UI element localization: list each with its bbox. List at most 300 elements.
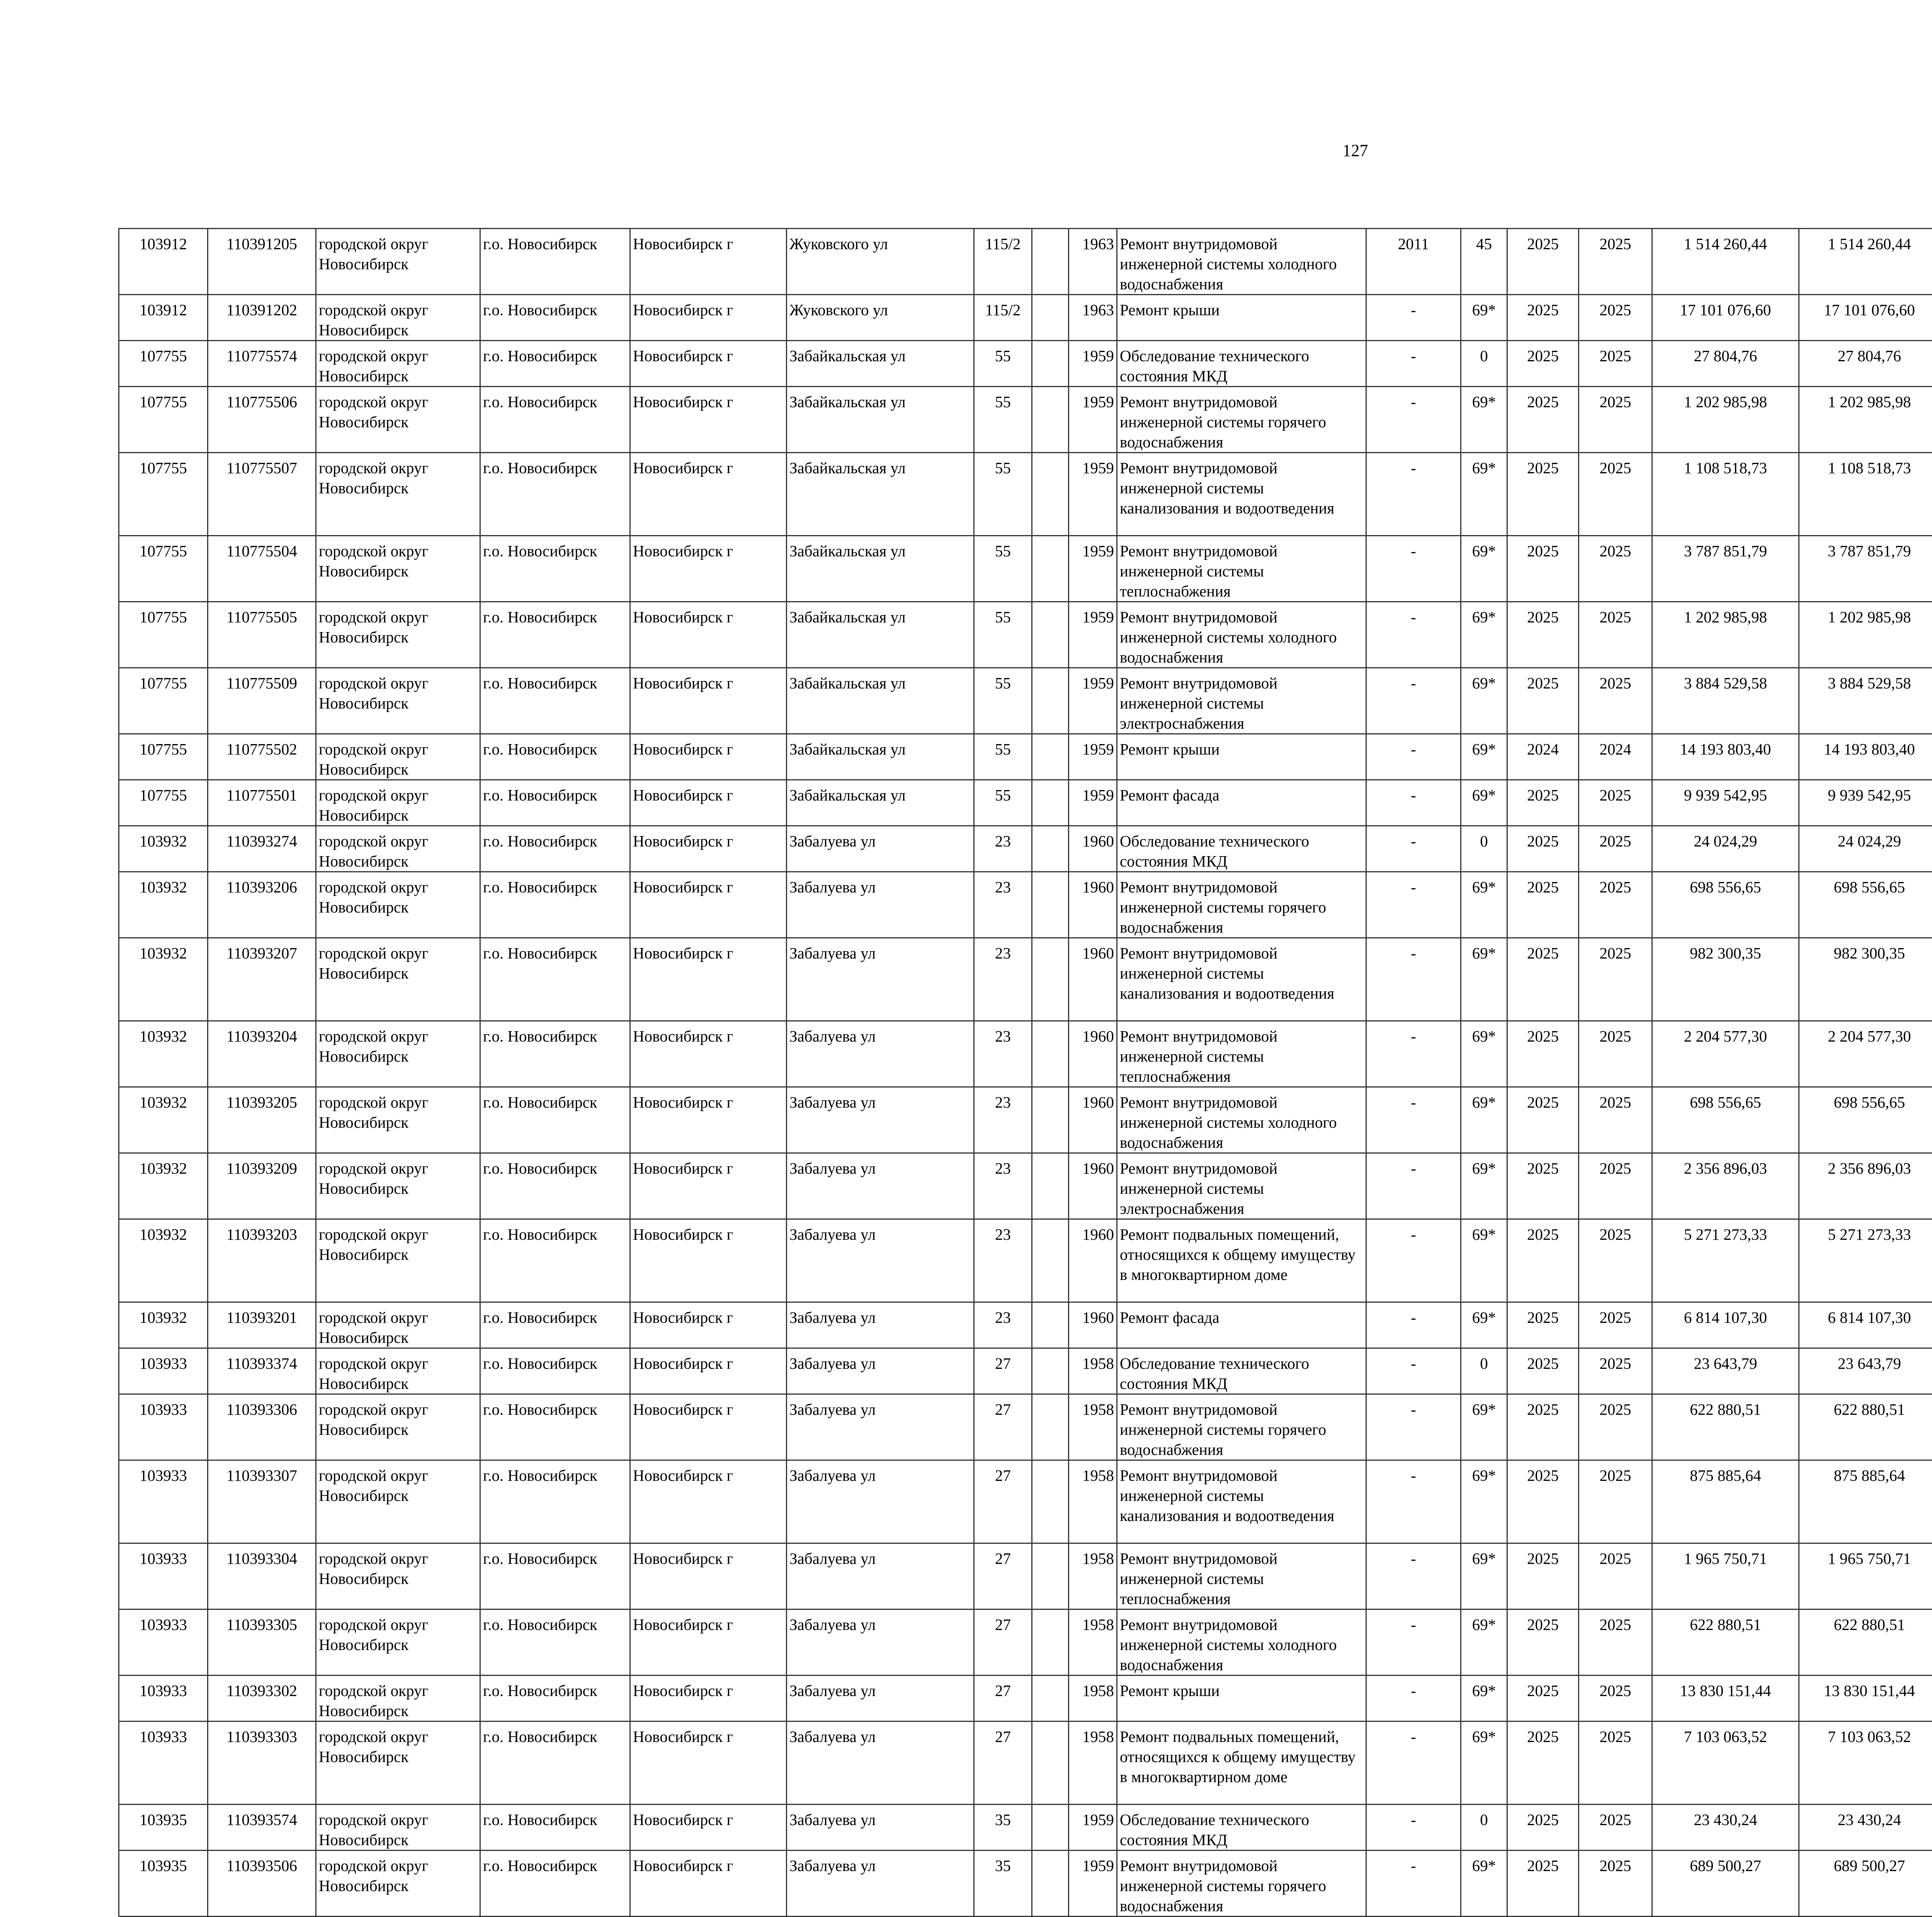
table-row	[119, 1609, 1932, 1676]
wear-cell: 69*	[1461, 1609, 1507, 1676]
building-cell	[1032, 602, 1069, 668]
district-cell: г.о. Новосибирск	[480, 1805, 630, 1851]
cost-fund-cell: 23 643,79	[1799, 1348, 1932, 1394]
settlement-cell: Новосибирск г	[630, 1087, 787, 1153]
cost-fund-cell: 982 300,35	[1799, 938, 1932, 1021]
wear-cell: 69*	[1461, 1021, 1507, 1087]
street-cell: Забалуева ул	[787, 1851, 974, 1917]
settlement-cell: Новосибирск г	[630, 734, 787, 780]
year-built-cell: 1959	[1069, 1851, 1117, 1917]
building-cell	[1032, 1348, 1069, 1394]
district-cell: г.о. Новосибирск	[480, 536, 630, 602]
table-row	[119, 1394, 1932, 1460]
cost-fund-cell: 5 271 273,33	[1799, 1219, 1932, 1302]
work-code-cell: 110393306	[208, 1394, 316, 1460]
building-cell	[1032, 1543, 1069, 1609]
year-to-cell: 2025	[1579, 938, 1652, 1021]
cost-fund-cell: 1 202 985,98	[1799, 387, 1932, 453]
municipality-cell: городской округ Новосибирск	[316, 872, 480, 938]
year-to-cell: 2025	[1579, 1543, 1652, 1609]
building-cell	[1032, 734, 1069, 780]
cost-total-cell: 14 193 803,40	[1652, 734, 1799, 780]
cost-total-cell: 1 108 518,73	[1652, 453, 1799, 536]
work-code-cell: 110393302	[208, 1676, 316, 1722]
year-from-cell: 2025	[1507, 1394, 1579, 1460]
district-cell: г.о. Новосибирск	[480, 387, 630, 453]
building-cell	[1032, 1302, 1069, 1348]
cost-total-cell: 27 804,76	[1652, 341, 1799, 387]
street-cell: Забалуева ул	[787, 1543, 974, 1609]
year-from-cell: 2025	[1507, 1348, 1579, 1394]
cost-total-cell: 17 101 076,60	[1652, 295, 1799, 341]
year-to-cell: 2025	[1579, 1722, 1652, 1805]
house-number-cell: 115/2	[974, 295, 1032, 341]
district-cell: г.о. Новосибирск	[480, 1394, 630, 1460]
settlement-cell: Новосибирск г	[630, 1676, 787, 1722]
house-id-cell: 103932	[119, 872, 208, 938]
cost-fund-cell: 2 204 577,30	[1799, 1021, 1932, 1087]
building-cell	[1032, 1394, 1069, 1460]
last-repair-cell: -	[1366, 602, 1461, 668]
settlement-cell: Новосибирск г	[630, 1805, 787, 1851]
table-row	[119, 1302, 1932, 1348]
table-row	[119, 1460, 1932, 1543]
work-type-cell: Ремонт внутридомовой инженерной системы горячего водоснабжения	[1117, 387, 1366, 453]
year-from-cell: 2025	[1507, 1543, 1579, 1609]
year-to-cell: 2025	[1579, 1348, 1652, 1394]
house-number-cell: 23	[974, 1153, 1032, 1219]
cost-total-cell: 698 556,65	[1652, 1087, 1799, 1153]
cost-total-cell: 13 830 151,44	[1652, 1676, 1799, 1722]
table-row	[119, 229, 1932, 295]
work-type-cell: Ремонт внутридомовой инженерной системы теплоснабжения	[1117, 536, 1366, 602]
house-id-cell: 103932	[119, 938, 208, 1021]
wear-cell: 69*	[1461, 295, 1507, 341]
year-built-cell: 1958	[1069, 1609, 1117, 1676]
municipality-cell: городской округ Новосибирск	[316, 826, 480, 872]
house-number-cell: 23	[974, 1302, 1032, 1348]
settlement-cell: Новосибирск г	[630, 668, 787, 734]
street-cell: Жуковского ул	[787, 295, 974, 341]
house-id-cell: 103935	[119, 1805, 208, 1851]
year-built-cell: 1958	[1069, 1543, 1117, 1609]
work-code-cell: 110393307	[208, 1460, 316, 1543]
street-cell: Забайкальская ул	[787, 341, 974, 387]
settlement-cell: Новосибирск г	[630, 536, 787, 602]
work-code-cell: 110775506	[208, 387, 316, 453]
cost-total-cell: 3 787 851,79	[1652, 536, 1799, 602]
last-repair-cell: -	[1366, 1302, 1461, 1348]
last-repair-cell: -	[1366, 1543, 1461, 1609]
table-row	[119, 1021, 1932, 1087]
cost-total-cell: 875 885,64	[1652, 1460, 1799, 1543]
wear-cell: 69*	[1461, 1302, 1507, 1348]
district-cell: г.о. Новосибирск	[480, 1851, 630, 1917]
building-cell	[1032, 387, 1069, 453]
street-cell: Забайкальская ул	[787, 780, 974, 826]
work-code-cell: 110775502	[208, 734, 316, 780]
cost-total-cell: 9 939 542,95	[1652, 780, 1799, 826]
last-repair-cell: -	[1366, 1219, 1461, 1302]
work-code-cell: 110775501	[208, 780, 316, 826]
cost-fund-cell: 3 884 529,58	[1799, 668, 1932, 734]
year-to-cell: 2025	[1579, 1394, 1652, 1460]
cost-total-cell: 622 880,51	[1652, 1394, 1799, 1460]
house-id-cell: 103932	[119, 1302, 208, 1348]
work-code-cell: 110393205	[208, 1087, 316, 1153]
year-from-cell: 2025	[1507, 1676, 1579, 1722]
year-built-cell: 1959	[1069, 780, 1117, 826]
last-repair-cell: -	[1366, 938, 1461, 1021]
house-id-cell: 107755	[119, 602, 208, 668]
year-from-cell: 2025	[1507, 1021, 1579, 1087]
district-cell: г.о. Новосибирск	[480, 341, 630, 387]
cost-total-cell: 689 500,27	[1652, 1851, 1799, 1917]
house-id-cell: 103933	[119, 1394, 208, 1460]
house-number-cell: 23	[974, 938, 1032, 1021]
work-code-cell: 110393201	[208, 1302, 316, 1348]
year-built-cell: 1960	[1069, 938, 1117, 1021]
cost-fund-cell: 698 556,65	[1799, 1087, 1932, 1153]
last-repair-cell: -	[1366, 734, 1461, 780]
year-built-cell: 1959	[1069, 387, 1117, 453]
house-id-cell: 103932	[119, 826, 208, 872]
last-repair-cell: -	[1366, 1153, 1461, 1219]
work-type-cell: Обследование технического состояния МКД	[1117, 341, 1366, 387]
year-from-cell: 2025	[1507, 668, 1579, 734]
building-cell	[1032, 826, 1069, 872]
district-cell: г.о. Новосибирск	[480, 734, 630, 780]
work-code-cell: 110393274	[208, 826, 316, 872]
house-number-cell: 55	[974, 341, 1032, 387]
year-built-cell: 1959	[1069, 602, 1117, 668]
house-number-cell: 35	[974, 1805, 1032, 1851]
wear-cell: 0	[1461, 826, 1507, 872]
last-repair-cell: -	[1366, 1394, 1461, 1460]
work-code-cell: 110393209	[208, 1153, 316, 1219]
cost-fund-cell: 23 430,24	[1799, 1805, 1932, 1851]
table-row	[119, 826, 1932, 872]
year-built-cell: 1958	[1069, 1460, 1117, 1543]
cost-fund-cell: 698 556,65	[1799, 872, 1932, 938]
municipality-cell: городской округ Новосибирск	[316, 1394, 480, 1460]
municipality-cell: городской округ Новосибирск	[316, 780, 480, 826]
street-cell: Забалуева ул	[787, 1460, 974, 1543]
cost-fund-cell: 24 024,29	[1799, 826, 1932, 872]
street-cell: Забалуева ул	[787, 1302, 974, 1348]
work-code-cell: 110393305	[208, 1609, 316, 1676]
house-number-cell: 23	[974, 826, 1032, 872]
house-id-cell: 103933	[119, 1348, 208, 1394]
house-number-cell: 27	[974, 1722, 1032, 1805]
house-id-cell: 103932	[119, 1087, 208, 1153]
wear-cell: 0	[1461, 1348, 1507, 1394]
cost-total-cell: 5 271 273,33	[1652, 1219, 1799, 1302]
district-cell: г.о. Новосибирск	[480, 1219, 630, 1302]
table-row	[119, 780, 1932, 826]
house-number-cell: 27	[974, 1460, 1032, 1543]
year-from-cell: 2025	[1507, 1460, 1579, 1543]
work-type-cell: Ремонт внутридомовой инженерной системы холодного водоснабжения	[1117, 602, 1366, 668]
table-row	[119, 387, 1932, 453]
street-cell: Забалуева ул	[787, 1722, 974, 1805]
municipality-cell: городской округ Новосибирск	[316, 229, 480, 295]
house-number-cell: 55	[974, 734, 1032, 780]
district-cell: г.о. Новосибирск	[480, 295, 630, 341]
house-number-cell: 55	[974, 780, 1032, 826]
work-type-cell: Ремонт внутридомовой инженерной системы теплоснабжения	[1117, 1543, 1366, 1609]
year-built-cell: 1958	[1069, 1722, 1117, 1805]
house-number-cell: 55	[974, 536, 1032, 602]
work-type-cell: Ремонт фасада	[1117, 1302, 1366, 1348]
table-row	[119, 1087, 1932, 1153]
wear-cell: 69*	[1461, 938, 1507, 1021]
year-from-cell: 2025	[1507, 536, 1579, 602]
wear-cell: 69*	[1461, 1153, 1507, 1219]
wear-cell: 69*	[1461, 1087, 1507, 1153]
year-to-cell: 2025	[1579, 780, 1652, 826]
settlement-cell: Новосибирск г	[630, 1543, 787, 1609]
year-built-cell: 1959	[1069, 341, 1117, 387]
district-cell: г.о. Новосибирск	[480, 1676, 630, 1722]
table-row	[119, 1851, 1932, 1917]
municipality-cell: городской округ Новосибирск	[316, 1805, 480, 1851]
house-number-cell: 115/2	[974, 229, 1032, 295]
year-to-cell: 2025	[1579, 1302, 1652, 1348]
house-id-cell: 107755	[119, 341, 208, 387]
municipality-cell: городской округ Новосибирск	[316, 341, 480, 387]
house-id-cell: 103912	[119, 295, 208, 341]
house-number-cell: 27	[974, 1676, 1032, 1722]
cost-total-cell: 7 103 063,52	[1652, 1722, 1799, 1805]
year-to-cell: 2025	[1579, 1021, 1652, 1087]
year-from-cell: 2025	[1507, 1609, 1579, 1676]
street-cell: Забалуева ул	[787, 938, 974, 1021]
municipality-cell: городской округ Новосибирск	[316, 1851, 480, 1917]
settlement-cell: Новосибирск г	[630, 341, 787, 387]
year-from-cell: 2025	[1507, 602, 1579, 668]
building-cell	[1032, 780, 1069, 826]
wear-cell: 69*	[1461, 1722, 1507, 1805]
house-number-cell: 55	[974, 387, 1032, 453]
house-id-cell: 107755	[119, 453, 208, 536]
street-cell: Забайкальская ул	[787, 734, 974, 780]
table-row	[119, 872, 1932, 938]
last-repair-cell: -	[1366, 387, 1461, 453]
district-cell: г.о. Новосибирск	[480, 1021, 630, 1087]
municipality-cell: городской округ Новосибирск	[316, 1021, 480, 1087]
last-repair-cell: -	[1366, 295, 1461, 341]
house-id-cell: 107755	[119, 668, 208, 734]
work-type-cell: Ремонт подвальных помещений, относящихся к общему имуществу в многоквартирном доме	[1117, 1219, 1366, 1302]
work-type-cell: Ремонт внутридомовой инженерной системы горячего водоснабжения	[1117, 1394, 1366, 1460]
work-type-cell: Ремонт подвальных помещений, относящихся к общему имуществу в многоквартирном доме	[1117, 1722, 1366, 1805]
year-to-cell: 2025	[1579, 387, 1652, 453]
street-cell: Забалуева ул	[787, 1153, 974, 1219]
municipality-cell: городской округ Новосибирск	[316, 1609, 480, 1676]
year-built-cell: 1960	[1069, 1153, 1117, 1219]
municipality-cell: городской округ Новосибирск	[316, 1543, 480, 1609]
cost-total-cell: 982 300,35	[1652, 938, 1799, 1021]
settlement-cell: Новосибирск г	[630, 826, 787, 872]
street-cell: Забайкальская ул	[787, 536, 974, 602]
wear-cell: 69*	[1461, 780, 1507, 826]
last-repair-cell: -	[1366, 1722, 1461, 1805]
settlement-cell: Новосибирск г	[630, 229, 787, 295]
house-id-cell: 107755	[119, 780, 208, 826]
year-from-cell: 2025	[1507, 1722, 1579, 1805]
year-from-cell: 2025	[1507, 1805, 1579, 1851]
settlement-cell: Новосибирск г	[630, 453, 787, 536]
street-cell: Забалуева ул	[787, 1609, 974, 1676]
year-from-cell: 2025	[1507, 295, 1579, 341]
house-id-cell: 107755	[119, 387, 208, 453]
last-repair-cell: 2011	[1366, 229, 1461, 295]
district-cell: г.о. Новосибирск	[480, 780, 630, 826]
street-cell: Забалуева ул	[787, 1805, 974, 1851]
cost-total-cell: 622 880,51	[1652, 1609, 1799, 1676]
last-repair-cell: -	[1366, 668, 1461, 734]
building-cell	[1032, 938, 1069, 1021]
settlement-cell: Новосибирск г	[630, 780, 787, 826]
building-cell	[1032, 1219, 1069, 1302]
year-to-cell: 2025	[1579, 536, 1652, 602]
wear-cell: 69*	[1461, 1460, 1507, 1543]
cost-total-cell: 1 965 750,71	[1652, 1543, 1799, 1609]
last-repair-cell: -	[1366, 1460, 1461, 1543]
work-type-cell: Ремонт внутридомовой инженерной системы холодного водоснабжения	[1117, 1609, 1366, 1676]
settlement-cell: Новосибирск г	[630, 387, 787, 453]
table-body	[119, 229, 1932, 1917]
last-repair-cell: -	[1366, 1087, 1461, 1153]
table-row	[119, 938, 1932, 1021]
house-id-cell: 103932	[119, 1021, 208, 1087]
settlement-cell: Новосибирск г	[630, 1394, 787, 1460]
building-cell	[1032, 341, 1069, 387]
house-id-cell: 103912	[119, 229, 208, 295]
district-cell: г.о. Новосибирск	[480, 1609, 630, 1676]
district-cell: г.о. Новосибирск	[480, 668, 630, 734]
settlement-cell: Новосибирск г	[630, 1302, 787, 1348]
year-from-cell: 2025	[1507, 826, 1579, 872]
house-number-cell: 55	[974, 453, 1032, 536]
cost-fund-cell: 1 108 518,73	[1799, 453, 1932, 536]
work-code-cell: 110775505	[208, 602, 316, 668]
work-type-cell: Обследование технического состояния МКД	[1117, 1805, 1366, 1851]
year-to-cell: 2025	[1579, 872, 1652, 938]
municipality-cell: городской округ Новосибирск	[316, 668, 480, 734]
year-to-cell: 2025	[1579, 1460, 1652, 1543]
year-from-cell: 2025	[1507, 1302, 1579, 1348]
house-number-cell: 35	[974, 1851, 1032, 1917]
work-code-cell: 110775504	[208, 536, 316, 602]
work-type-cell: Обследование технического состояния МКД	[1117, 826, 1366, 872]
house-number-cell: 27	[974, 1394, 1032, 1460]
building-cell	[1032, 872, 1069, 938]
municipality-cell: городской округ Новосибирск	[316, 1348, 480, 1394]
year-to-cell: 2025	[1579, 1609, 1652, 1676]
house-number-cell: 23	[974, 1219, 1032, 1302]
wear-cell: 0	[1461, 341, 1507, 387]
year-from-cell: 2025	[1507, 387, 1579, 453]
year-from-cell: 2025	[1507, 1219, 1579, 1302]
last-repair-cell: -	[1366, 453, 1461, 536]
work-type-cell: Ремонт внутридомовой инженерной системы холодного водоснабжения	[1117, 229, 1366, 295]
work-code-cell: 110393304	[208, 1543, 316, 1609]
table-row	[119, 341, 1932, 387]
work-code-cell: 110775509	[208, 668, 316, 734]
work-type-cell: Обследование технического состояния МКД	[1117, 1348, 1366, 1394]
wear-cell: 69*	[1461, 1851, 1507, 1917]
cost-total-cell: 3 884 529,58	[1652, 668, 1799, 734]
year-from-cell: 2024	[1507, 734, 1579, 780]
settlement-cell: Новосибирск г	[630, 1153, 787, 1219]
municipality-cell: городской округ Новосибирск	[316, 387, 480, 453]
house-number-cell: 27	[974, 1543, 1032, 1609]
municipality-cell: городской округ Новосибирск	[316, 1087, 480, 1153]
year-from-cell: 2025	[1507, 229, 1579, 295]
work-type-cell: Ремонт крыши	[1117, 295, 1366, 341]
table-row	[119, 1805, 1932, 1851]
building-cell	[1032, 295, 1069, 341]
year-from-cell: 2025	[1507, 780, 1579, 826]
settlement-cell: Новосибирск г	[630, 1348, 787, 1394]
street-cell: Жуковского ул	[787, 229, 974, 295]
year-to-cell: 2025	[1579, 1087, 1652, 1153]
settlement-cell: Новосибирск г	[630, 938, 787, 1021]
district-cell: г.о. Новосибирск	[480, 938, 630, 1021]
district-cell: г.о. Новосибирск	[480, 1722, 630, 1805]
building-cell	[1032, 1609, 1069, 1676]
cost-total-cell: 23 643,79	[1652, 1348, 1799, 1394]
cost-fund-cell: 1 202 985,98	[1799, 602, 1932, 668]
wear-cell: 0	[1461, 1805, 1507, 1851]
year-from-cell: 2025	[1507, 938, 1579, 1021]
cost-total-cell: 24 024,29	[1652, 826, 1799, 872]
table-row	[119, 1676, 1932, 1722]
cost-total-cell: 1 202 985,98	[1652, 387, 1799, 453]
year-built-cell: 1959	[1069, 536, 1117, 602]
page-number: 127	[0, 141, 1932, 160]
last-repair-cell: -	[1366, 872, 1461, 938]
wear-cell: 69*	[1461, 387, 1507, 453]
settlement-cell: Новосибирск г	[630, 1460, 787, 1543]
district-cell: г.о. Новосибирск	[480, 1460, 630, 1543]
table-row	[119, 536, 1932, 602]
cost-fund-cell: 3 787 851,79	[1799, 536, 1932, 602]
last-repair-cell: -	[1366, 780, 1461, 826]
house-id-cell: 103932	[119, 1153, 208, 1219]
work-code-cell: 110393506	[208, 1851, 316, 1917]
year-built-cell: 1959	[1069, 734, 1117, 780]
building-cell	[1032, 1676, 1069, 1722]
building-cell	[1032, 1153, 1069, 1219]
table-row	[119, 1543, 1932, 1609]
house-number-cell: 27	[974, 1609, 1032, 1676]
last-repair-cell: -	[1366, 341, 1461, 387]
house-id-cell: 103933	[119, 1543, 208, 1609]
work-type-cell: Ремонт внутридомовой инженерной системы холодного водоснабжения	[1117, 1087, 1366, 1153]
district-cell: г.о. Новосибирск	[480, 1153, 630, 1219]
settlement-cell: Новосибирск г	[630, 295, 787, 341]
street-cell: Забайкальская ул	[787, 387, 974, 453]
district-cell: г.о. Новосибирск	[480, 1348, 630, 1394]
cost-total-cell: 2 356 896,03	[1652, 1153, 1799, 1219]
district-cell: г.о. Новосибирск	[480, 1543, 630, 1609]
house-id-cell: 103932	[119, 1219, 208, 1302]
cost-fund-cell: 1 965 750,71	[1799, 1543, 1932, 1609]
house-number-cell: 55	[974, 602, 1032, 668]
